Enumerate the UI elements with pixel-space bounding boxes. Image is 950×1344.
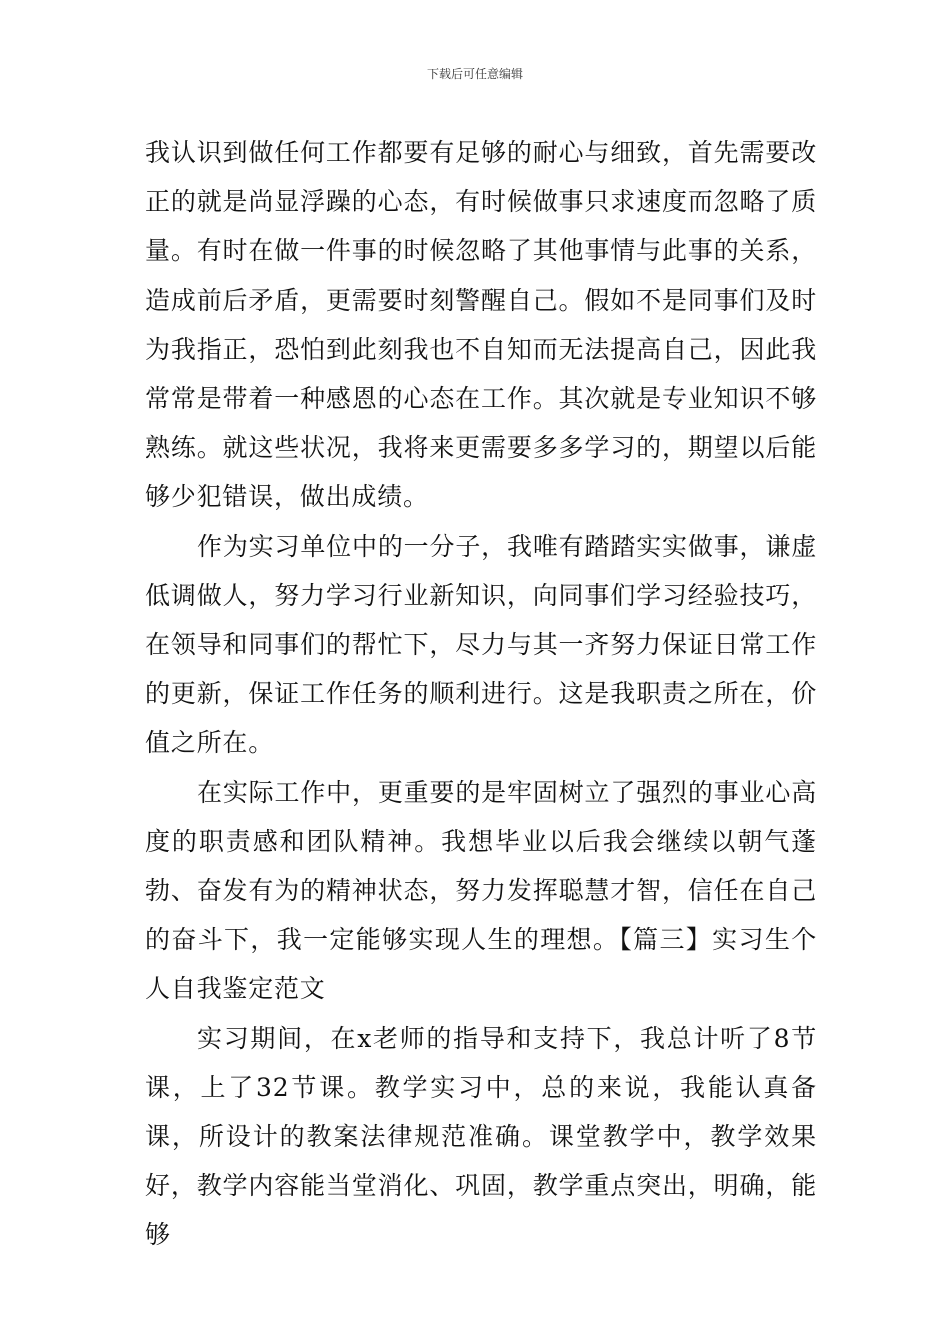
page-header: 下载后可任意编辑 [426,67,523,81]
paragraph-4: 实习期间，在x老师的指导和支持下，我总计听了8节课，上了32节课。教学实习中，总的来说，我能认真备课，所设计的教案法律规范准确。课堂教学中，教学效果好，教学内容能当堂消化、巩固，教学重点突出，明确，能够 [145,1023,817,1250]
paragraph-3: 在实际工作中，更重要的是牢固树立了强烈的事业心高度的职责感和团队精神。我想毕业以后我会继续以朝气蓬勃、奋发有为的精神状态，努力发挥聪慧才智，信任在自己的奋斗下，我一定能够实现人生的理想。【篇三】实习生个人自我鉴定范文 [145,777,817,1004]
paragraph-1: 我认识到做任何工作都要有足够的耐心与细致，首先需要改正的就是尚显浮躁的心态，有时候做事只求速度而忽略了质量。有时在做一件事的时候忽略了其他事情与此事的关系，造成前后矛盾，更需要时刻警醒自己。假如不是同事们及时为我指正，恐怕到此刻我也不自知而无法提高自己，因此我常常是带着一种感恩的心态在工作。其次就是专业知识不够熟练。就这些状况，我将来更需要多多学习的，期望以后能够少犯错误，做出成绩。 [145,138,817,512]
paragraph-2: 作为实习单位中的一分子，我唯有踏踏实实做事，谦虚低调做人，努力学习行业新知识，向同事们学习经验技巧，在领导和同事们的帮忙下，尽力与其一齐努力保证日常工作的更新，保证工作任务的顺利进行。这是我职责之所在，价值之所在。 [145,531,817,758]
document-body [145,128,817,1260]
